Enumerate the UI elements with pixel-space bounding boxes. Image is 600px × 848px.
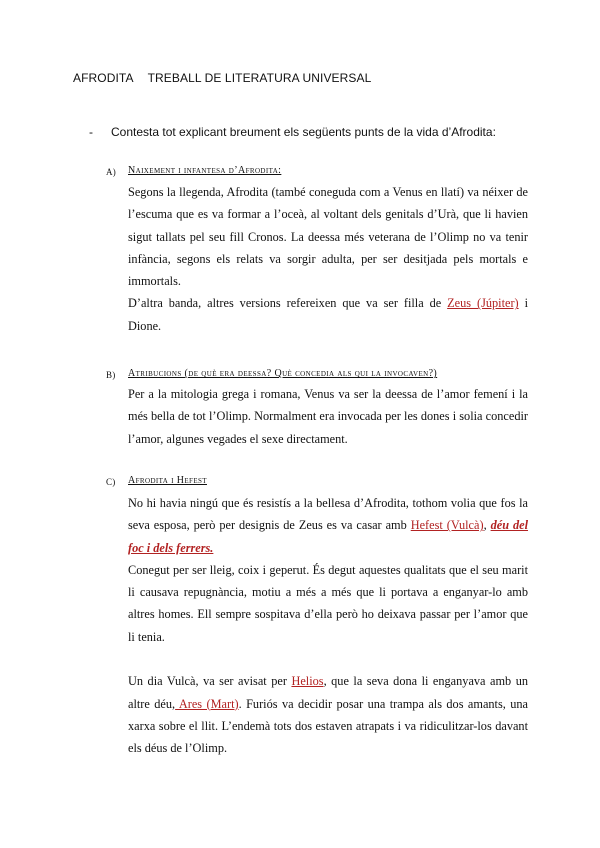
title-subject: AFRODITA (73, 71, 134, 85)
section-b-letter: B) (106, 370, 116, 380)
instruction-bullet (89, 125, 496, 139)
section-c-body (128, 492, 528, 760)
section-c-p1-comma: , (483, 518, 491, 533)
section-c-p1-text: No hi havia ningú que és resistís a la bellesa d’Afrodita, tothom volia que fos la seva esposa, però per designis de Zeus es va casar amb (128, 496, 528, 533)
section-a-heading: Naixement i infantesa d’Afrodita: (128, 165, 282, 176)
zeus-link[interactable]: Zeus (Júpiter) (447, 296, 519, 311)
section-a-p2-text: D’altra banda, altres versions refereixen que va ser filla de (128, 296, 448, 311)
section-a-paragraph-1: Segons la llegenda, Afrodita (també coneguda com a Venus en llatí) va néixer de l’escuma que es va formar a l’oceà, al voltant dels genitals d’Urà, que li havien sigut tallats pel seu fill Cronos. La deessa més veterana de l’Olimp no va tenir infància, segons els relats va sorgir adulta, per ser desitjada pels mortals e immortals. (128, 185, 528, 289)
section-c-p3-end: . Furiós va decidir posar una trampa als dos amants, una xarxa sobre el llit. L’endemà tots dos estaven atrapats i va ridiculitzar-los davant els déus de l’Olimp. (128, 696, 528, 756)
section-c-letter: C) (106, 477, 116, 487)
section-a-p2-end: i Dione. (128, 296, 528, 333)
ares-link[interactable]: Ares (Mart) (175, 696, 239, 711)
god-of-fire-emphasis: déu del foc i dels ferrers. (128, 518, 529, 555)
section-a-letter: A) (106, 167, 117, 177)
section-a-body (128, 181, 528, 337)
section-c-p3-mid: , que la seva dona li enganyava amb un altre déu, (128, 674, 528, 711)
section-b-body (128, 383, 528, 450)
document-title (73, 71, 371, 85)
section-c-heading: Afrodita i Hefest (128, 475, 207, 486)
section-b-paragraph-1: Per a la mitologia grega i romana, Venus va ser la deessa de l’amor femení i la més bella de tot l’Olimp. Normalment era invocada per les dones i solia concedir l’amor, algunes vegades el sexe directament. (128, 387, 528, 446)
bullet-dash: - (89, 125, 93, 139)
helios-link[interactable]: Helios (291, 674, 324, 689)
section-c-paragraph-3 (128, 670, 528, 759)
hefest-link[interactable]: Hefest (Vulcà) (410, 518, 484, 533)
section-c-paragraph-1 (128, 492, 528, 559)
title-assignment: TREBALL DE LITERATURA UNIVERSAL (147, 71, 372, 85)
section-c-p3-text: Un dia Vulcà, va ser avisat per (128, 674, 292, 689)
section-b-heading: Atribucions (de què era deessa? Què concedia als qui la invocaven?) (128, 368, 438, 379)
section-c-paragraph-2: Conegut per ser lleig, coix i geperut. És degut aquestes qualitats que el seu marit li causava repugnància, motiu a més a més que li portava a enganyar-lo amb altres homes. Ell sempre sospitava d’ella però ho deixava passar per l’amor que li tenia. (128, 562, 528, 644)
instruction-text: Contesta tot explicant breument els següents punts de la vida d’Afrodita: (111, 125, 496, 139)
section-a-paragraph-2 (128, 292, 528, 337)
